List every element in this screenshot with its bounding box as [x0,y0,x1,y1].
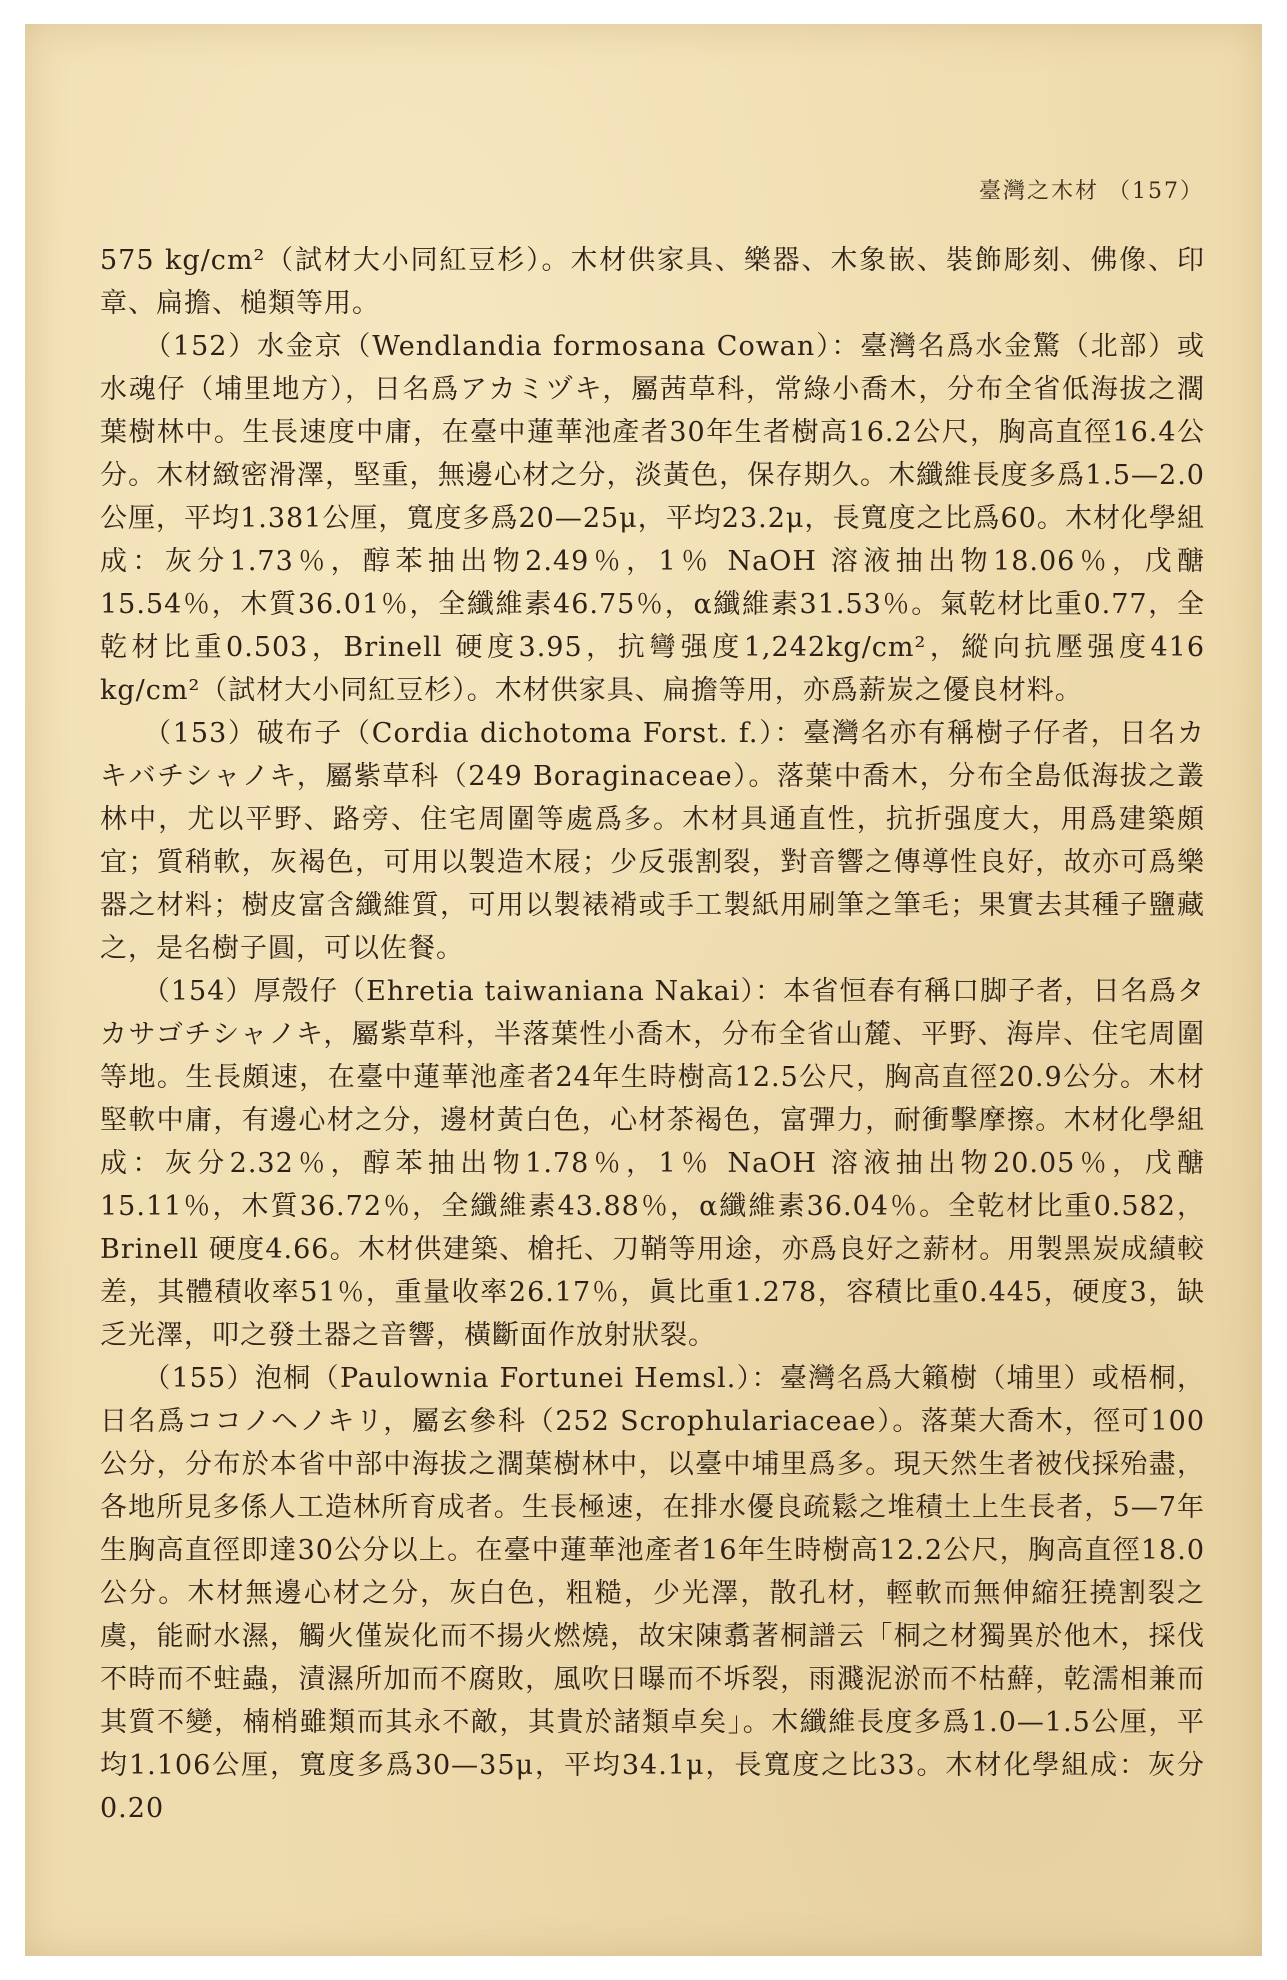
running-title: 臺灣之木材 [978,179,1099,204]
paragraph-entry-155: （155）泡桐（Paulownia Fortunei Hemsl.）：臺灣名爲大籟樹（埔里）或梧桐，日名爲ココノヘノキリ，屬玄參科（252 Scrophulariaceae）。落葉大喬木，徑可100公分，分布於本省中部中海拔之濶葉樹林中，以臺中埔里爲多。現天然生者被伐採殆盡，各地所見多係人工造林所育成者。生長極速，在排水優良疏鬆之堆積土上生長者，5—7年生胸高直徑即達30公分以上。在臺中蓮華池產者16年生時樹高12.2公尺，胸高直徑18.0公分。木材無邊心材之分，灰白色，粗糙，少光澤，散孔材，輕軟而無伸縮狂撓割裂之虞，能耐水濕，觸火僅炭化而不揚火燃燒，故宋陳翥著桐譜云「桐之材獨異於他木，採伐不時而不蛀蟲，漬濕所加而不腐敗，風吹日曝而不坼裂，雨濺泥淤而不枯蘚，乾濡相兼而其質不變，楠梢雖類而其永不敵，其貴於諸類卓矣」。木纖維長度多爲1.0—1.5公厘，平均1.106公厘，寬度多爲30—35μ，平均34.1μ，長寬度之比33。木材化學組成：灰分0.20 [100,1363,1205,1824]
paragraph-entry-153: （153）破布子（Cordia dichotoma Forst. f.）：臺灣名亦有稱樹子仔者，日名カキバチシャノキ，屬紫草科（249 Boraginaceae）。落葉中喬木，分布全島低海拔之叢林中，尤以平野、路旁、住宅周圍等處爲多。木材具通直性，抗折强度大，用爲建築頗宜；質稍軟，灰褐色，可用以製造木屐；少反張割裂，對音響之傳導性良好，故亦可爲樂器之材料；樹皮富含纖維質，可用以製裱褙或手工製紙用刷筆之筆毛；果實去其種子鹽藏之，是名樹子圓，可以佐餐。 [100,718,1205,964]
paragraph-continuation: 575 kg/cm²（試材大小同紅豆杉）。木材供家具、樂器、木象嵌、裝飾彫刻、佛像、印章、扁擔、槌類等用。 [100,245,1205,319]
page-number: （157） [1108,179,1204,204]
body-text [100,239,1215,1830]
paragraph-entry-154: （154）厚殼仔（Ehretia taiwaniana Nakai）：本省恒春有稱口脚子者，日名爲タカサゴチシャノキ，屬紫草科，半落葉性小喬木，分布全省山麓、平野、海岸、住宅周圍等地。生長頗速，在臺中蓮華池產者24年生時樹高12.5公尺，胸高直徑20.9公分。木材堅軟中庸，有邊心材之分，邊材黃白色，心材茶褐色，富彈力，耐衝擊摩擦。木材化學組成：灰分2.32％，醇苯抽出物1.78％，1％ NaOH 溶液抽出物20.05％，戊醣15.11％，木質36.72％，全纖維素43.88％，α纖維素36.04％。全乾材比重0.582，Brinell 硬度4.66。木材供建築、槍托、刀鞘等用途，亦爲良好之薪材。用製黑炭成績較差，其體積收率51％，重量收率26.17％，眞比重1.278，容積比重0.445，硬度3，缺乏光澤，叩之發土器之音響，橫斷面作放射狀裂。 [100,976,1205,1351]
running-header [979,174,1204,205]
book-page [25,24,1262,1956]
paragraph-entry-152: （152）水金京（Wendlandia formosana Cowan）：臺灣名爲水金驚（北部）或水魂仔（埔里地方），日名爲アカミヅキ，屬茜草科，常綠小喬木，分布全省低海拔之濶葉樹林中。生長速度中庸，在臺中蓮華池產者30年生者樹高16.2公尺，胸高直徑16.4公分。木材緻密滑澤，堅重，無邊心材之分，淡黃色，保存期久。木纖維長度多爲1.5—2.0公厘，平均1.381公厘，寬度多爲20—25μ，平均23.2μ，長寬度之比爲60。木材化學組成：灰分1.73％，醇苯抽出物2.49％，1％ NaOH 溶液抽出物18.06％，戊醣15.54％，木質36.01％，全纖維素46.75％，α纖維素31.53％。氣乾材比重0.77，全乾材比重0.503，Brinell 硬度3.95，抗彎强度1,242kg/cm²，縱向抗壓强度416 kg/cm²（試材大小同紅豆杉）。木材供家具、扁擔等用，亦爲薪炭之優良材料。 [100,331,1215,706]
